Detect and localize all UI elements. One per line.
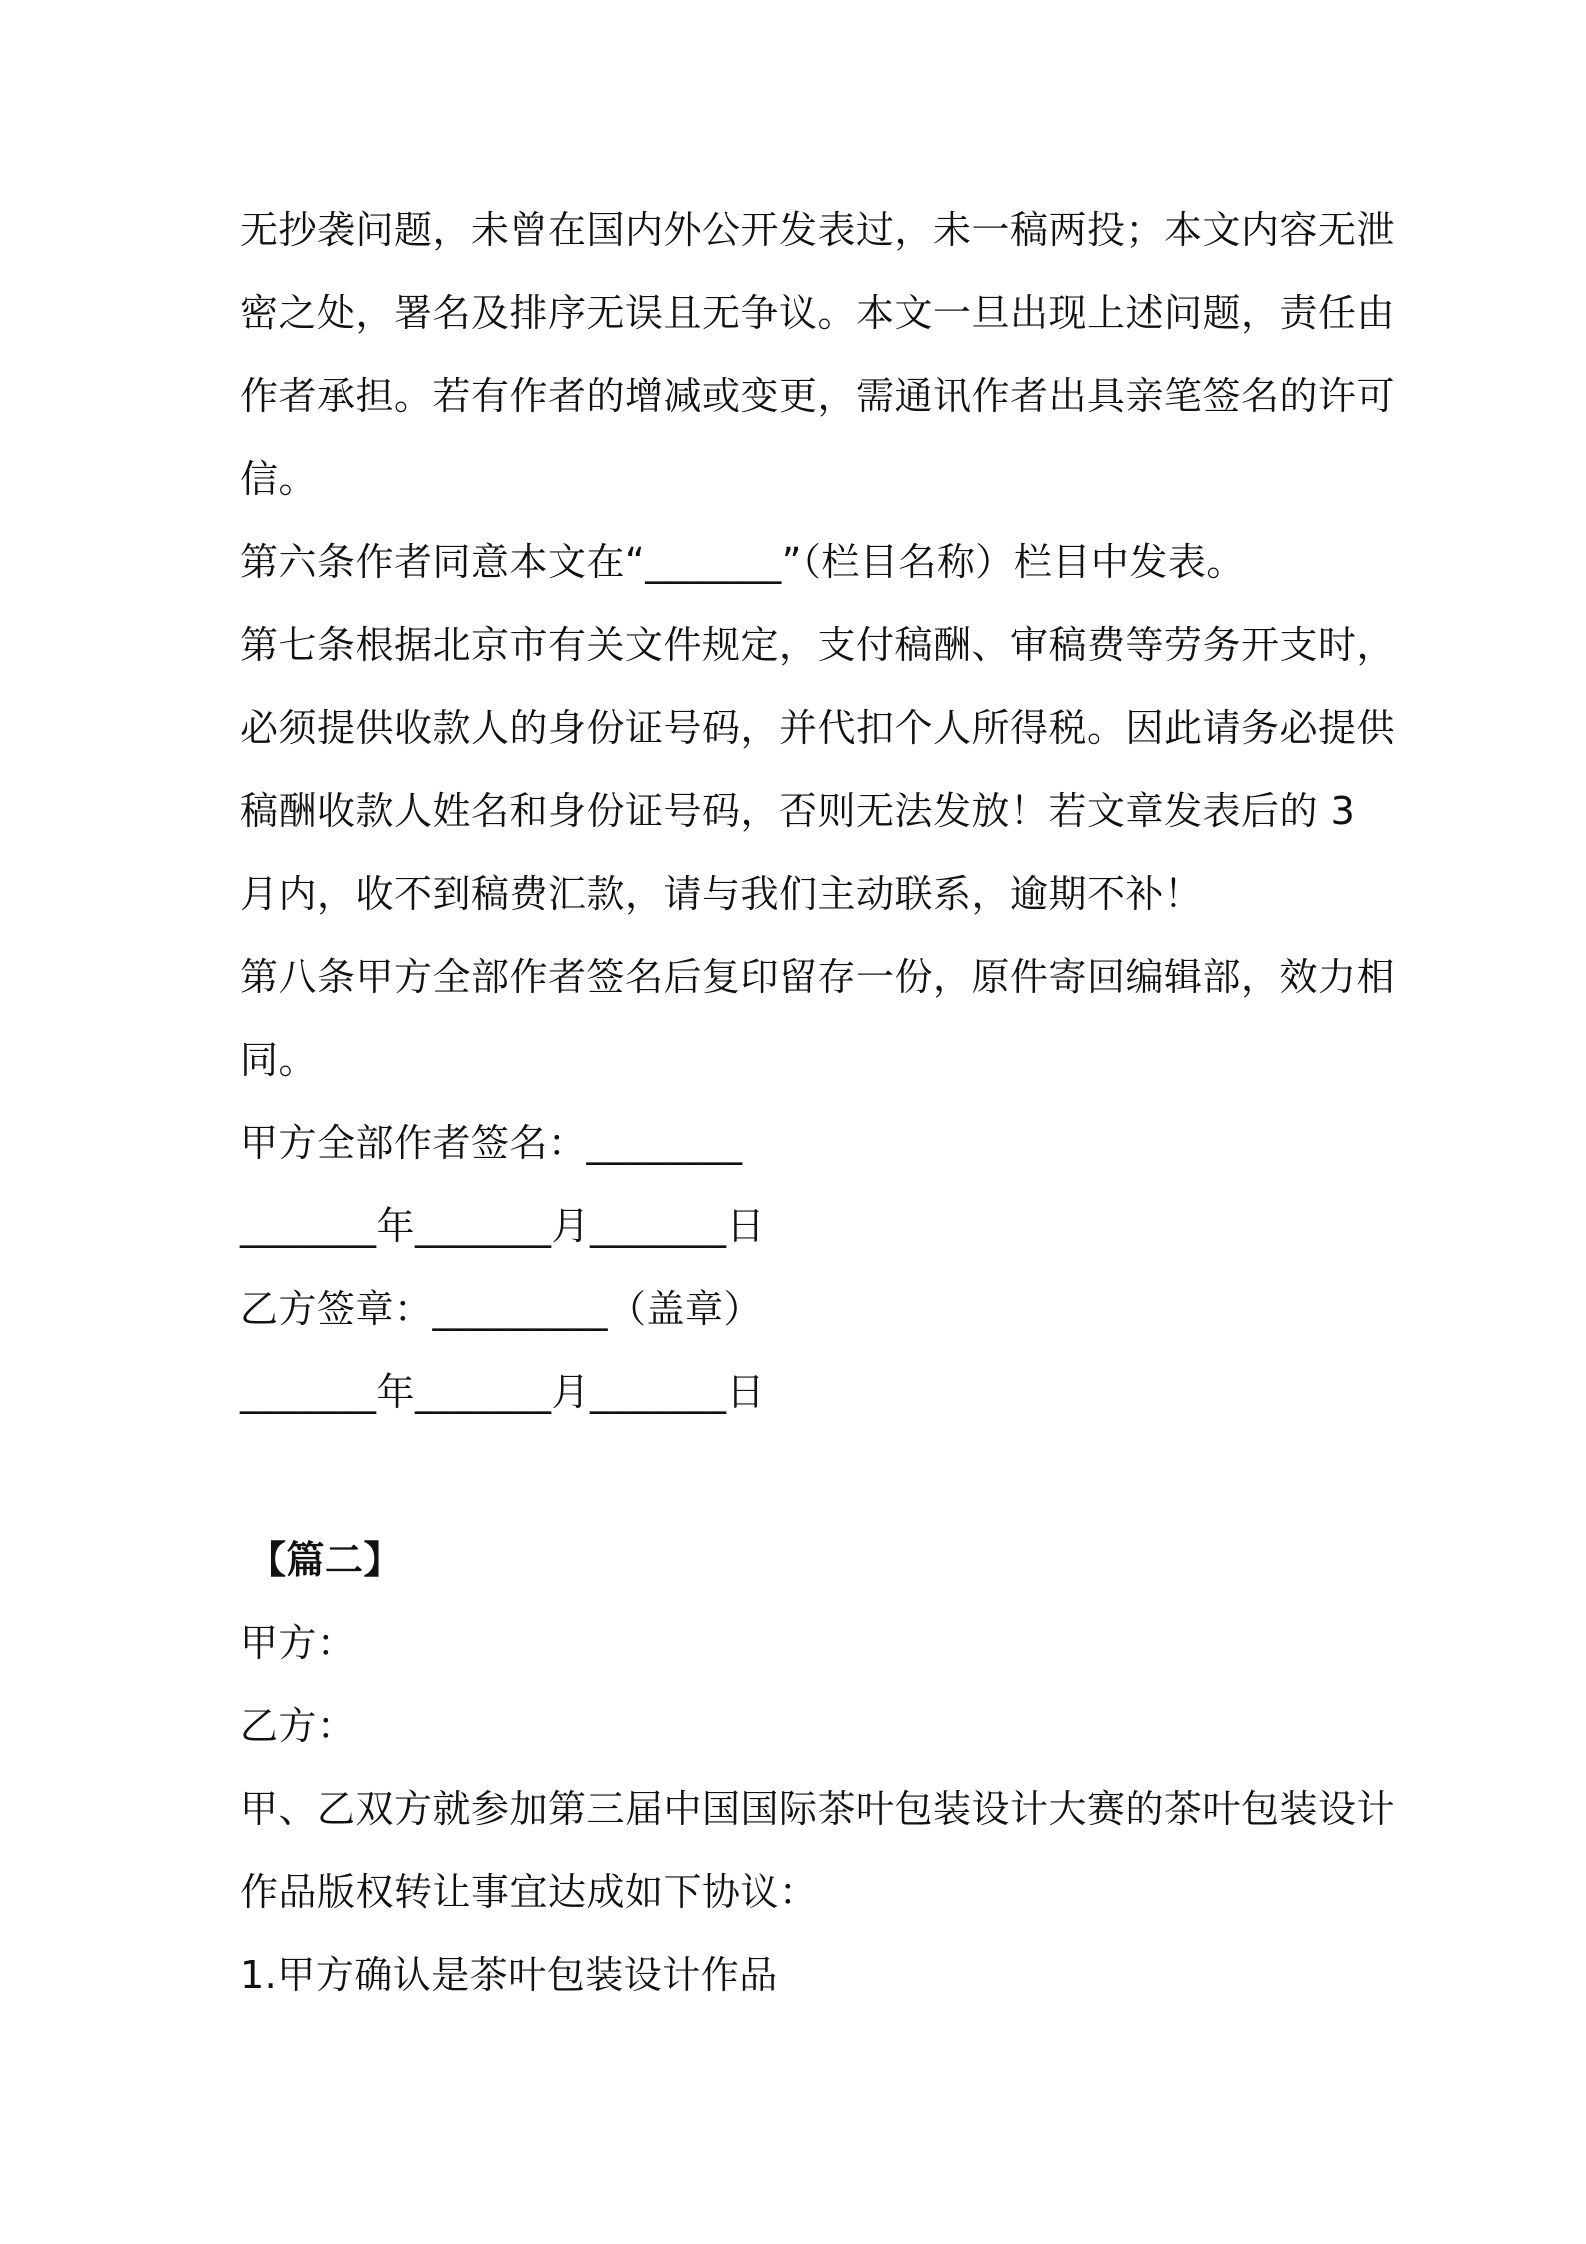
paragraph-line: 必须提供收款人的身份证号码，并代扣个人所得税。因此请务必提供 xyxy=(240,706,1396,750)
agreement-intro-line: 甲、乙双方就参加第三届中国国际茶叶包装设计大赛的茶叶包装设计 xyxy=(240,1787,1396,1831)
clause-one-line: 1.甲方确认是茶叶包装设计作品 xyxy=(240,1953,778,1997)
date-line: _______年_______月_______日 xyxy=(240,1204,766,1248)
paragraph-line: 月内，收不到稿费汇款，请与我们主动联系，逾期不补！ xyxy=(240,872,1203,916)
party-b-seal-line: 乙方签章：_________（盖章） xyxy=(240,1287,763,1331)
date-line: _______年_______月_______日 xyxy=(240,1370,766,1414)
party-a-signature-line: 甲方全部作者签名：________ xyxy=(240,1121,743,1165)
paragraph-line: 稿酬收款人姓名和身份证号码，否则无法发放！若文章发表后的 3 xyxy=(240,789,1356,833)
party-b-label: 乙方： xyxy=(240,1704,356,1748)
paragraph-line: 作者承担。若有作者的增减或变更，需通讯作者出具亲笔签名的许可 xyxy=(240,374,1396,418)
party-a-label: 甲方： xyxy=(240,1621,356,1665)
paragraph-line: 同。 xyxy=(240,1038,318,1082)
article-six-line: 第六条作者同意本文在“_______”（栏目名称）栏目中发表。 xyxy=(240,540,1245,584)
section-heading: 【篇二】 xyxy=(248,1538,403,1582)
paragraph-line: 密之处，署名及排序无误且无争议。本文一旦出现上述问题，责任由 xyxy=(240,291,1396,335)
agreement-intro-line: 作品版权转让事宜达成如下协议： xyxy=(240,1870,818,1914)
paragraph-line: 无抄袭问题，未曾在国内外公开发表过，未一稿两投；本文内容无泄 xyxy=(240,208,1396,252)
paragraph-line: 信。 xyxy=(240,457,318,501)
article-eight-line: 第八条甲方全部作者签名后复印留存一份，原件寄回编辑部，效力相 xyxy=(240,955,1396,999)
article-seven-line: 第七条根据北京市有关文件规定，支付稿酬、审稿费等劳务开支时， xyxy=(240,623,1396,667)
